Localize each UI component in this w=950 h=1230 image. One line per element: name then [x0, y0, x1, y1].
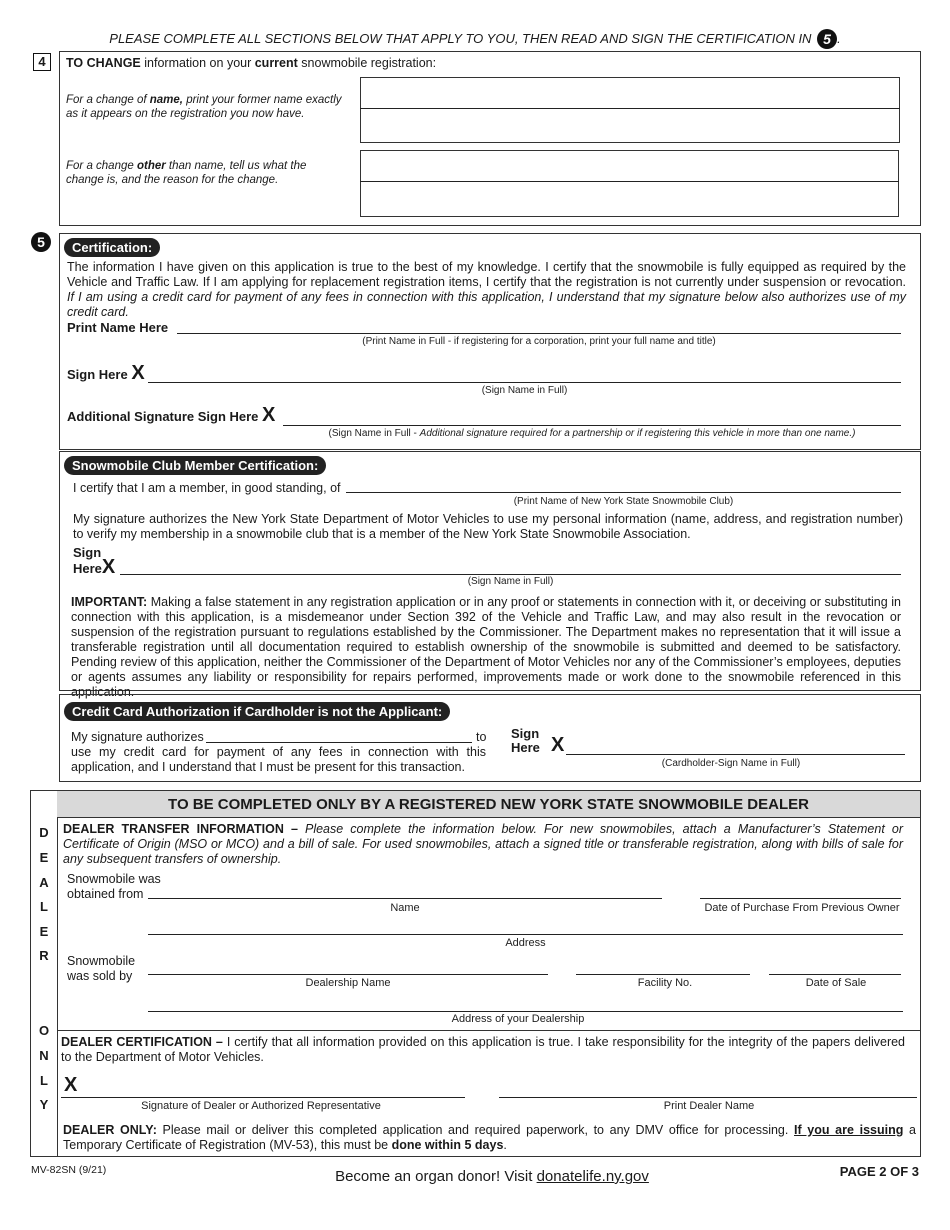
- dealership-name-line[interactable]: [148, 974, 548, 975]
- side-letter-l2: L: [40, 1073, 48, 1088]
- sold-by-label: [67, 954, 135, 984]
- club-x-icon: X: [101, 556, 116, 578]
- facility-no-caption: Facility No.: [637, 977, 693, 989]
- credit-signature-line[interactable]: [566, 754, 905, 755]
- additional-signature-label: [67, 404, 275, 427]
- print-dealer-name-caption: Print Dealer Name: [663, 1100, 755, 1112]
- side-letter-o: O: [38, 1023, 50, 1038]
- credit-sign-label: [511, 727, 540, 755]
- club-signature-line[interactable]: [120, 574, 901, 575]
- name-change-post: print your former name exactly as it appears on the registration you now have.: [66, 94, 342, 120]
- club-sign-word1: Sign: [73, 545, 102, 560]
- additional-caption-italic: Additional signature required for a partnership or if registering this vehicle in more than one name.): [419, 428, 856, 439]
- dealer-side-divider: [57, 790, 58, 1157]
- dealer-banner: TO BE COMPLETED ONLY BY A REGISTERED NEW YORK STATE SNOWMOBILE DEALER: [57, 791, 920, 818]
- credit-title: Credit Card Authorization if Cardholder is not the Applicant:: [64, 702, 450, 721]
- club-title: Snowmobile Club Member Certification:: [64, 456, 326, 475]
- side-letter-n: N: [39, 1048, 49, 1063]
- dealer-transfer-italic: Please complete the information below. For new snowmobiles, attach a Manufacturer’s Statement or Certificate of Origin (MSO or MCO) and a bill of sale. For used snowmobiles, attach a signed title or transferable registration, along with bills of sale for any subsequent transfers of ownership.: [63, 822, 903, 866]
- dealer-only-underline: If you are issuing: [794, 1123, 904, 1137]
- name-change-instructions: [66, 93, 346, 121]
- signature-line[interactable]: [148, 382, 901, 383]
- club-name-line[interactable]: [346, 492, 901, 493]
- other-change-instructions: [66, 159, 346, 187]
- dealer-only-bold: DEALER ONLY:: [63, 1123, 157, 1137]
- print-name-line[interactable]: [177, 333, 901, 334]
- section4-title-mid: information on your: [140, 56, 255, 70]
- other-change-bold: other: [136, 160, 166, 172]
- side-letter-e: E: [39, 850, 49, 865]
- additional-caption-plain: (Sign Name in Full -: [328, 428, 420, 439]
- page-number: PAGE 2 OF 3: [839, 1164, 919, 1179]
- section5-badge-icon: 5: [817, 29, 837, 49]
- certification-text-italic: If I am using a credit card for payment of any fees in connection with this application, I understand that my signature below also authorizes use of my credit card.: [67, 290, 906, 319]
- section4-number: 4: [33, 53, 51, 71]
- organ-donor-text: [0, 1168, 950, 1185]
- side-letter-l: L: [40, 899, 48, 914]
- certification-text-plain: The information I have given on this application is true to the best of my knowledge. I certify that the snowmobile is fully equipped as required by the Vehicle and Traffic Law. If I am applying for replacement registration items, I certify that the registration is not currently under suspension or revocation.: [67, 260, 906, 289]
- other-change-field[interactable]: [360, 150, 899, 217]
- dealership-name-caption: Dealership Name: [305, 977, 391, 989]
- credit-caption: (Cardholder-Sign Name in Full): [661, 758, 801, 769]
- sign-here-label: [67, 362, 145, 385]
- dealer-x-icon: X: [64, 1074, 78, 1096]
- obtained-address-caption: Address: [505, 937, 546, 949]
- credit-x-icon: X: [551, 734, 565, 756]
- header-instruction: PLEASE COMPLETE ALL SECTIONS BELOW THAT APPLY TO YOU, THEN READ AND SIGN THE CERTIFICATION IN 5 .: [109, 31, 841, 47]
- credit-authorized-name-line[interactable]: [206, 742, 472, 743]
- club-sign-label: [73, 546, 115, 576]
- other-change-post: than name, tell us what the change is, and the reason for the change.: [66, 160, 307, 186]
- credit-sign-word1: Sign: [511, 726, 540, 741]
- other-change-divider: [360, 181, 899, 182]
- certification-text: [67, 260, 906, 320]
- credit-line1-to: to: [476, 730, 487, 744]
- name-change-bold: name,: [149, 94, 183, 106]
- date-of-sale-caption: Date of Sale: [805, 977, 867, 989]
- print-dealer-name-line[interactable]: [499, 1097, 917, 1098]
- former-name-divider: [360, 108, 900, 109]
- club-sign-word2: Here: [73, 561, 102, 576]
- facility-no-line[interactable]: [576, 974, 750, 975]
- dealer-cert-bold: DEALER CERTIFICATION –: [61, 1035, 223, 1049]
- print-name-caption: (Print Name in Full - if registering for a corporation, print your full name and title): [362, 336, 716, 347]
- dealer-only-text: [63, 1123, 916, 1153]
- organ-donor-link[interactable]: donatelife.ny.gov: [536, 1168, 649, 1185]
- signature-caption: (Sign Name in Full): [481, 385, 568, 396]
- certification-title: Certification:: [64, 238, 160, 257]
- dealer-address-caption: Address of your Dealership: [451, 1013, 585, 1025]
- dealer-only-bold2: done within 5 days: [391, 1138, 504, 1152]
- section4-title-bold2: current: [254, 56, 298, 70]
- side-letter-d: D: [39, 825, 49, 840]
- important-body: Making a false statement in any registration application or in any proof or statements in connection with it, or deceiving or substituting in connection with this application, is a misdemeanor under Section 392 of the Vehicle and Traffic Law, and may also result in the revocation or suspension of the registration pursuant to regulations established by the Commissioner. The Department makes no representation that it will issue a transferable registration until all documentation required to establish ownership of the snowmobile is submitted and deemed to be satisfactory. Pending review of this application, neither the Commissioner of the Department of Motor Vehicles nor any of the Commissioner’s employees, deputies or agents assumes any liability or responsibility for repairs performed, improvements made or work done to the snowmobile referenced in this application.: [71, 595, 901, 699]
- dealer-cert-divider: [57, 1030, 921, 1031]
- dealer-cert-text: [61, 1035, 905, 1065]
- form-id: MV-82SN (9/21): [31, 1164, 107, 1176]
- dealer-cert-body: I certify that all information provided on this application is true. I take responsibility for the integrity of the papers delivered to the Department of Motor Vehicles.: [61, 1035, 906, 1064]
- side-letter-a: A: [39, 875, 49, 890]
- credit-sign-word2: Here: [511, 740, 540, 755]
- side-letter-e2: E: [39, 924, 49, 939]
- additional-signature-line[interactable]: [283, 425, 901, 426]
- dealer-signature-line[interactable]: [61, 1097, 465, 1098]
- obtained-address-line[interactable]: [148, 934, 903, 935]
- sold-line1: Snowmobile: [67, 954, 136, 968]
- additional-signature-text: Additional Signature Sign Here: [67, 409, 259, 424]
- obtained-name-line[interactable]: [148, 898, 662, 899]
- print-name-label: Print Name Here: [67, 320, 169, 335]
- organ-donor-prefix: Become an organ donor! Visit: [335, 1168, 537, 1185]
- club-certify-text: I certify that I am a member, in good standing, of: [73, 481, 341, 495]
- sign-x-icon: X: [131, 362, 145, 384]
- date-of-sale-line[interactable]: [769, 974, 901, 975]
- section4-title: [66, 56, 436, 70]
- sold-line2: was sold by: [67, 969, 133, 983]
- obtained-from-label: [67, 872, 161, 902]
- header-text: PLEASE COMPLETE ALL SECTIONS BELOW THAT APPLY TO YOU, THEN READ AND SIGN THE CERTIFICATION IN: [109, 31, 812, 46]
- other-change-pre: For a change: [66, 160, 137, 172]
- dealer-signature-caption: Signature of Dealer or Authorized Representative: [141, 1100, 381, 1112]
- important-text: [71, 595, 901, 700]
- club-name-caption: (Print Name of New York State Snowmobile Club): [513, 496, 734, 507]
- side-letter-y: Y: [39, 1097, 49, 1112]
- sign-here-text: Sign Here: [67, 367, 128, 382]
- credit-line2: use my credit card for payment of any fees in connection with this application, and I understand that I must be present for this transaction.: [71, 745, 486, 774]
- additional-signature-caption: [283, 428, 901, 439]
- dealer-only-body: Please mail or deliver this completed application and required paperwork, to any DMV office for processing.: [156, 1123, 795, 1137]
- important-label: IMPORTANT:: [71, 595, 148, 609]
- obtained-line2: obtained from: [67, 887, 144, 901]
- section4-title-bold1: TO CHANGE: [66, 56, 141, 70]
- side-letter-r: R: [39, 948, 49, 963]
- additional-x-icon: X: [262, 404, 276, 426]
- dealer-only-body2: a Temporary Certificate of Registration (MV-53), this must be: [63, 1123, 916, 1152]
- club-authorize-text: My signature authorizes the New York State Department of Motor Vehicles to use my personal information (name, address, and registration number) to verify my membership in a snowmobile club that is a member of the New York State Snowmobile Association.: [73, 512, 903, 541]
- dealer-transfer-bold: DEALER TRANSFER INFORMATION –: [63, 822, 298, 836]
- former-name-field[interactable]: [360, 77, 900, 143]
- club-signature-caption: (Sign Name in Full): [467, 576, 554, 587]
- section5-number-icon: 5: [31, 232, 51, 252]
- section4-title-end: snowmobile registration:: [297, 56, 437, 70]
- dealer-transfer-text: [63, 822, 903, 867]
- obtained-name-caption: Name: [390, 902, 420, 914]
- purchase-date-line[interactable]: [700, 898, 901, 899]
- credit-line1: My signature authorizes: [71, 730, 204, 744]
- name-change-pre: For a change of: [66, 94, 150, 106]
- purchase-date-caption: Date of Purchase From Previous Owner: [704, 902, 900, 914]
- dealer-address-line[interactable]: [148, 1011, 903, 1012]
- dealer-only-end: .: [503, 1138, 507, 1152]
- obtained-line1: Snowmobile was: [67, 872, 161, 886]
